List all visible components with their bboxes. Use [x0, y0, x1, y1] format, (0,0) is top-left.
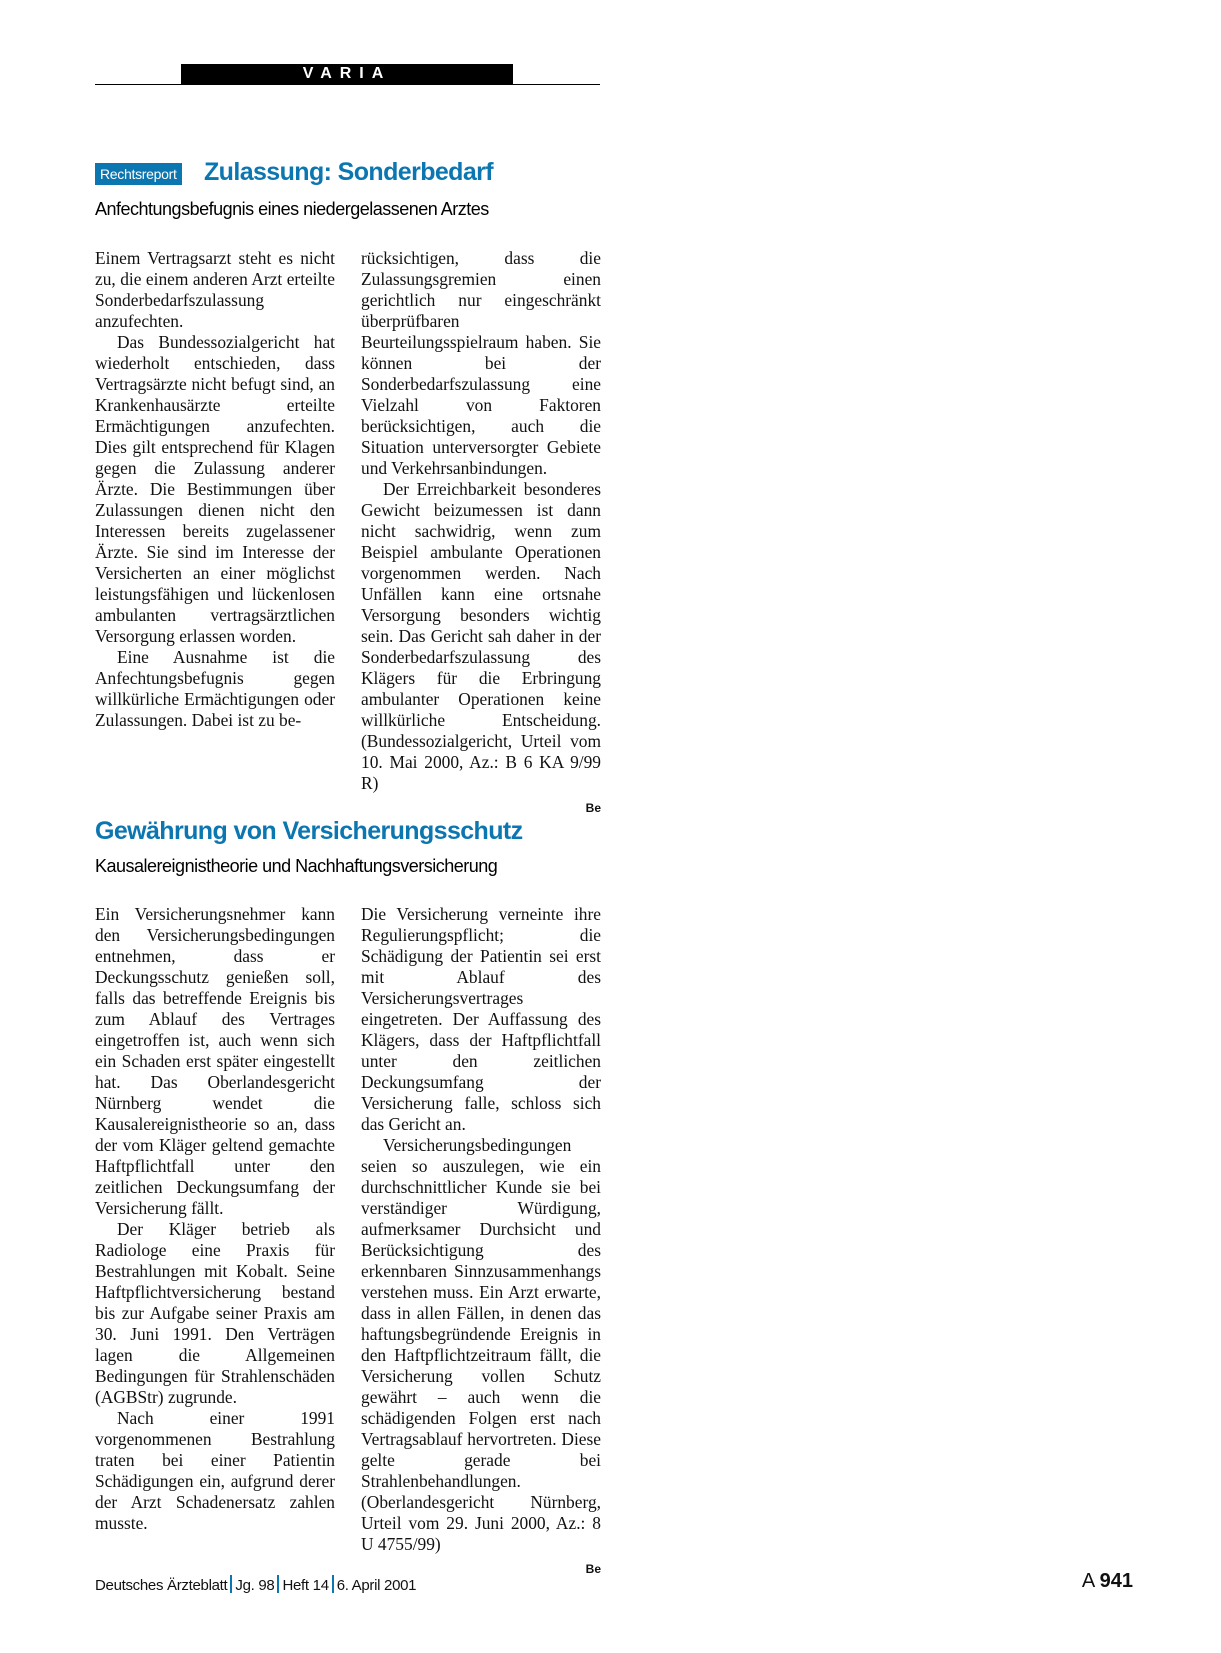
paragraph: Die Versicherung verneinte ihre Regulierungspflicht; die Schädigung der Patientin sei erst mit Ablauf des Versicherungsvertrages eingetreten. Der Auffassung des Klägers, dass der Haftpflichtfall unter den zeitlichen Deckungsumfang der Versicherung falle, schloss sich das Gericht an. [361, 904, 601, 1134]
paragraph: Der Kläger betrieb als Radiologe eine Praxis für Bestrahlungen mit Kobalt. Seine Haftpflichtversicherung bestand bis zur Aufgabe seiner Praxis am 30. Juni 1991. Den Verträgen lagen die Allgemeinen Bedingungen für Strahlenschäden (AGBStr) zugrunde. [95, 1219, 335, 1407]
issue-date: 6. April 2001 [336, 1577, 417, 1594]
paragraph: Eine Ausnahme ist die Anfechtungsbefugnis gegen willkürliche Ermächtigungen oder Zulassungen. Dabei ist zu be- [95, 647, 335, 730]
separator [230, 1575, 232, 1593]
journal-name: Deutsches Ärzteblatt [95, 1577, 228, 1594]
issue: Heft 14 [282, 1577, 329, 1594]
paragraph: Einem Vertragsarzt steht es nicht zu, die einem anderen Arzt erteilte Sonderbedarfszulassung anzufechten. [95, 248, 335, 331]
paragraph: rücksichtigen, dass die Zulassungsgremien einen gerichtlich nur eingeschränkt überprüfbaren Beurteilungsspielraum haben. Sie können bei der Sonderbedarfszulassung eine Vielzahl von Faktoren berücksichtigen, auch die Situation unterversorgter Gebiete und Verkehrsanbindungen. [361, 248, 601, 478]
article2-subtitle: Kausalereignistheorie und Nachhaftungsversicherung [95, 856, 498, 876]
volume: Jg. 98 [235, 1577, 275, 1594]
article1-subtitle: Anfechtungsbefugnis eines niedergelassenen Arztes [95, 199, 489, 219]
article1-title: Zulassung: Sonderbedarf [204, 158, 494, 186]
separator [277, 1575, 279, 1593]
section-label: VARIA [181, 64, 513, 84]
author-signature: Be [585, 801, 601, 815]
paragraph: Versicherungsbedingungen seien so auszulegen, wie ein durchschnittlicher Kunde sie bei verständiger Würdigung, aufmerksamer Durchsicht und Berücksichtigung des erkennbaren Sinnzusammenhangs verstehen muss. Ein Arzt erwarte, dass in allen Fällen, in denen das haftungsbegründende Ereignis in den Haftpflichtzeitraum fällt, die Versicherung vollen Schutz gewährt – auch wenn die schädigenden Folgen erst nach Vertragsablauf hervortreten. Diese gelte gerade bei Strahlenbehandlungen. (Oberlandesgericht Nürnberg, Urteil vom 29. Juni 2000, Az.: 8 U 4755/99) [361, 1135, 601, 1554]
page-number-value: 941 [1099, 1570, 1133, 1592]
author-signature: Be [585, 1562, 601, 1576]
paragraph: Ein Versicherungsnehmer kann den Versicherungsbedingungen entnehmen, dass er Deckungsschutz genießen soll, falls das betreffende Ereignis bis zum Ablauf des Vertrages eingetroffen ist, auch wenn sich ein Schaden erst später eingestellt hat. Das Oberlandesgericht Nürnberg wendet die Kausalereignistheorie so an, dass der vom Kläger geltend gemachte Haftpflichtfall unter den zeitlichen Deckungsumfang der Versicherung fällt. [95, 904, 335, 1218]
paragraph: Der Erreichbarkeit besonderes Gewicht beizumessen ist dann nicht sachwidrig, wenn zum Beispiel ambulante Operationen vorgenommen werden. Nach Unfällen kann eine ortsnahe Versorgung besonders wichtig sein. Das Gericht sah daher in der Sonderbedarfszulassung des Klägers für die Erbringung ambulanter Operationen keine willkürliche Entscheidung. (Bundessozialgericht, Urteil vom 10. Mai 2000, Az.: B 6 KA 9/99 R) [361, 479, 601, 793]
paragraph: Das Bundessozialgericht hat wiederholt entschieden, dass Vertragsärzte nicht befugt sind, an Krankenhausärzte erteilte Ermächtigungen anzufechten. Dies gilt entsprechend für Klagen gegen die Zulassung anderer Ärzte. Die Bestimmungen über Zulassungen dienen nicht den Interessen bereits zugelassener Ärzte. Sie sind im Interesse der Versicherten an einer möglichst leistungsfähigen und lückenlosen ambulanten vertragsärztlichen Versorgung erlassen worden. [95, 332, 335, 646]
footer-citation [95, 1575, 416, 1594]
article2-column-2 [361, 904, 601, 1580]
page-prefix: A [1081, 1570, 1095, 1592]
page-number [1082, 1570, 1133, 1593]
rechtsreport-badge: Rechtsreport [95, 163, 182, 185]
article1-column-2 [361, 248, 601, 819]
article2-column-1 [95, 904, 335, 1534]
article1-column-1 [95, 248, 335, 731]
article2-title: Gewährung von Versicherungsschutz [95, 817, 523, 845]
separator [332, 1575, 334, 1593]
paragraph: Nach einer 1991 vorgenommenen Bestrahlung traten bei einer Patientin Schädigungen ein, aufgrund derer der Arzt Schadenersatz zahlen musste. [95, 1408, 335, 1533]
header-rule [95, 84, 600, 85]
